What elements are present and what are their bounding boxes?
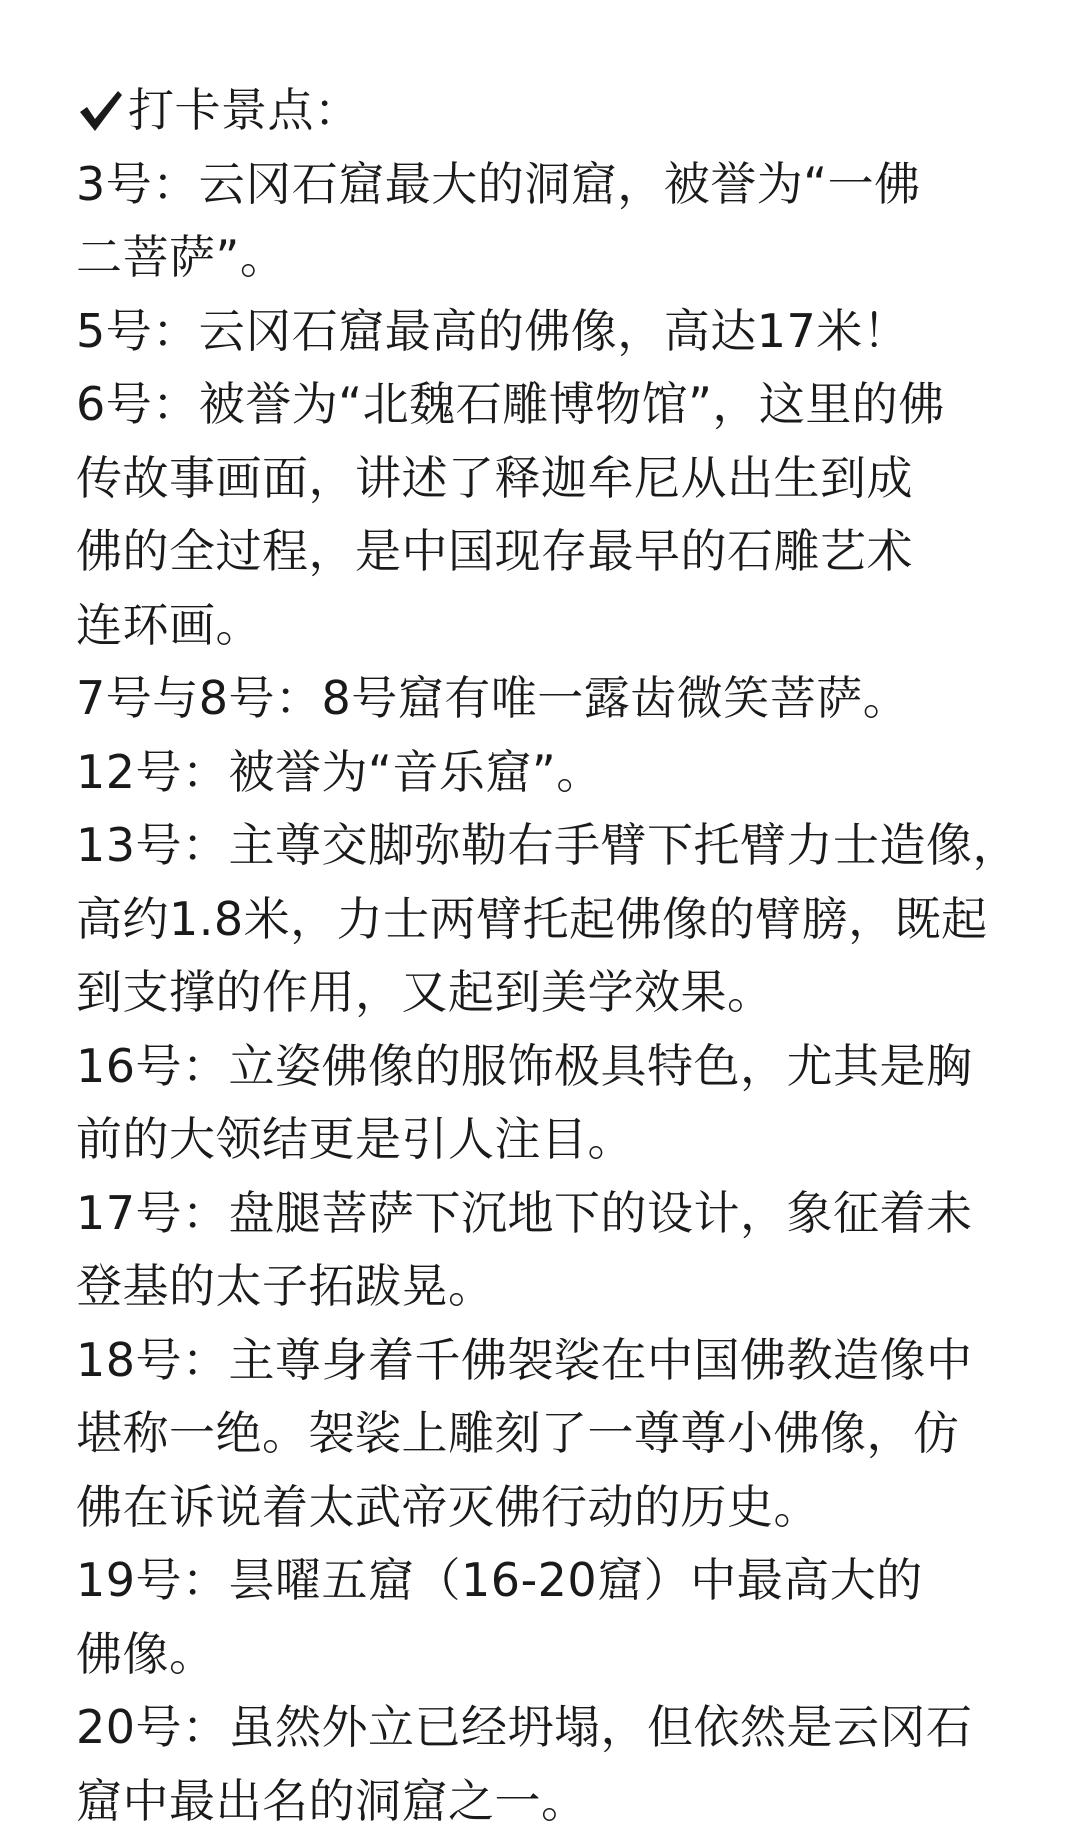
text-line: 5号：云冈石窟最高的佛像，高达17米！ <box>76 303 910 358</box>
text-line: 传故事画面，讲述了释迦牟尼从出生到成 <box>76 450 913 505</box>
text-line: 3号：云冈石窟最大的洞窟，被誉为“一佛 <box>76 156 921 211</box>
text-line: 佛在诉说着太武帝灭佛行动的历史。 <box>76 1479 820 1534</box>
text-line: 高约1.8米，力士两臂托起佛像的臂膀，既起 <box>76 891 988 946</box>
text-line: 登基的太子拓跋晃。 <box>76 1259 495 1313</box>
text-line: 6号：被誉为“北魏石雕博物馆”，这里的佛 <box>76 377 945 431</box>
text-line: 20号：虽然外立已经坍塌，但依然是云冈石 <box>76 1700 973 1754</box>
text-line: 12号：被誉为“音乐窟”。 <box>76 744 603 799</box>
text-line: 佛的全过程，是中国现存最早的石雕艺术 <box>76 524 913 578</box>
heading-text: 打卡景点： <box>128 83 361 137</box>
text-line: 7号与8号：8号窟有唯一露齿微笑菩萨。 <box>76 671 910 725</box>
text-line: 19号：昙曜五窟（16-20窟）中最高大的 <box>76 1553 923 1607</box>
text-line: 堪称一绝。袈裟上雕刻了一尊尊小佛像，仿 <box>76 1406 960 1460</box>
text-line: 连环画。 <box>76 597 262 652</box>
text-line: 窟中最出名的洞窟之一。 <box>76 1773 588 1828</box>
section-heading <box>76 74 1040 148</box>
text-line: 二菩萨”。 <box>76 230 287 284</box>
text-line: 18号：主尊身着千佛袈裟在中国佛教造像中 <box>76 1332 973 1387</box>
check-mark-icon <box>74 85 126 137</box>
text-line: 前的大领结更是引人注目。 <box>76 1112 634 1166</box>
text-line: 到支撑的作用，又起到美学效果。 <box>76 965 774 1019</box>
text-line: 13号：主尊交脚弥勒右手臂下托臂力士造像， <box>76 818 1020 872</box>
text-line: 17号：盘腿菩萨下沉地下的设计，象征着未 <box>76 1185 973 1240</box>
text-line: 16号：立姿佛像的服饰极具特色，尤其是胸 <box>76 1038 973 1093</box>
text-line: 佛像。 <box>76 1626 216 1681</box>
